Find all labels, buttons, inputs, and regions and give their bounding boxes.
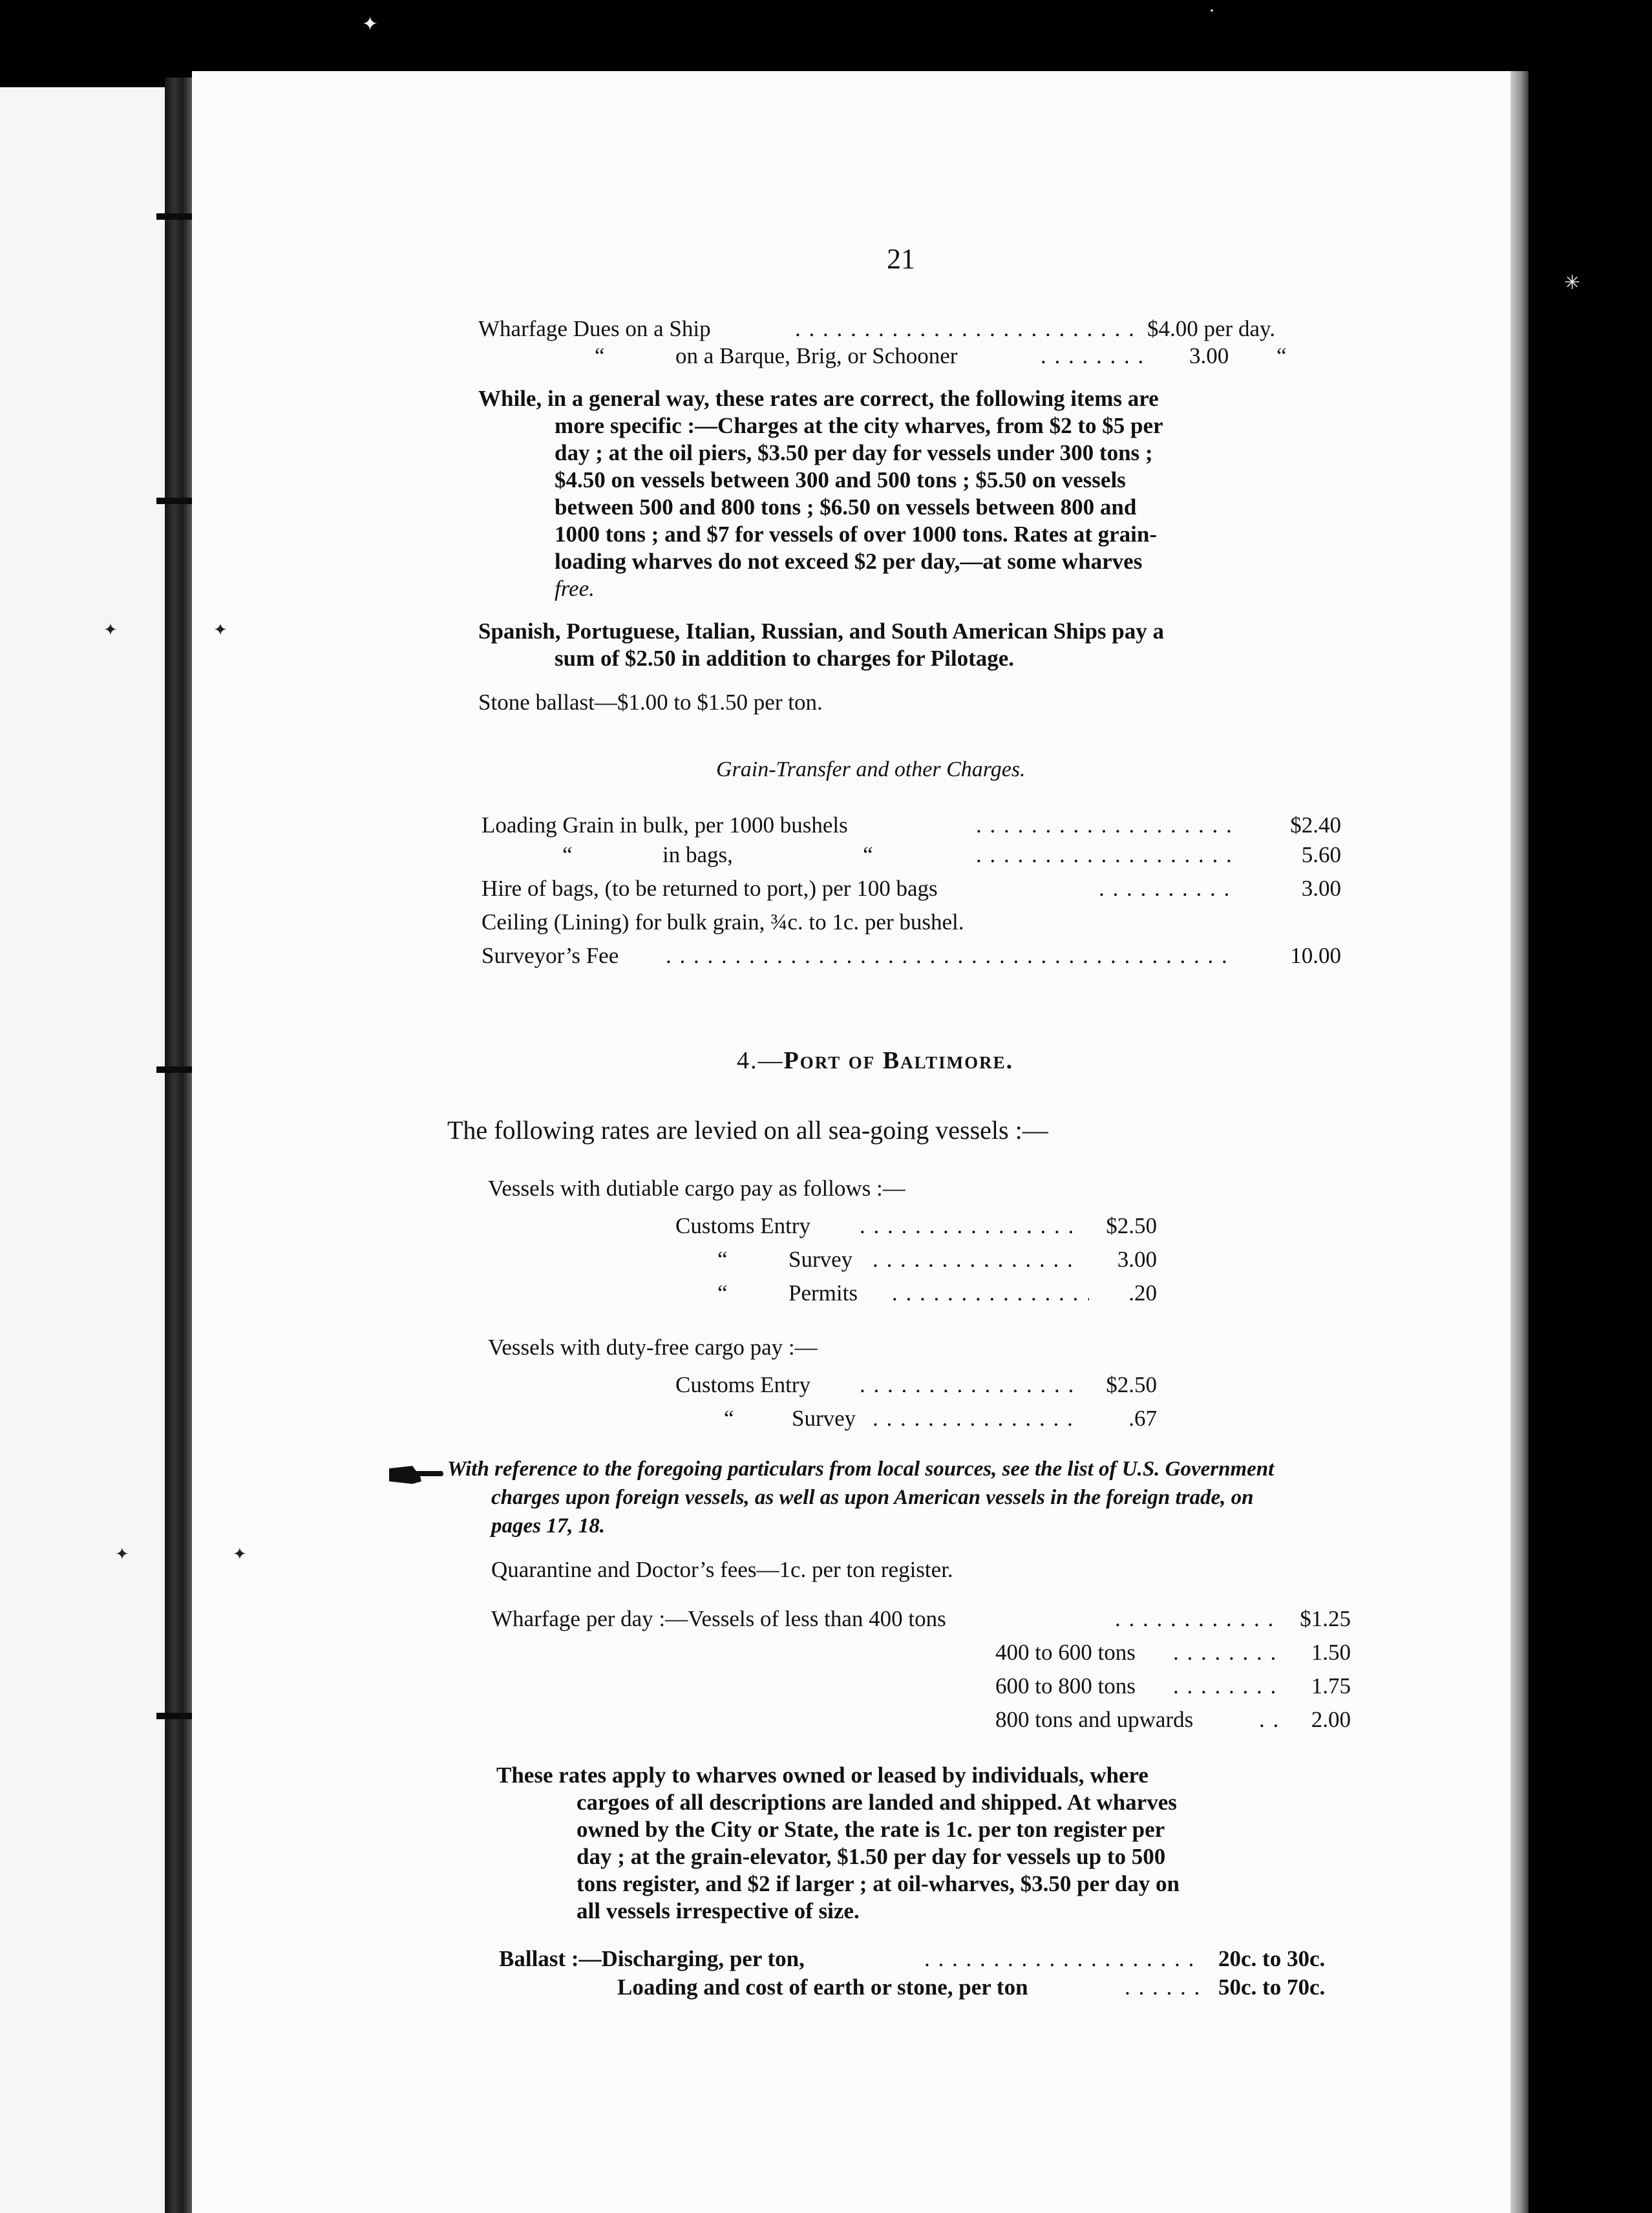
dot-leader <box>1041 343 1150 370</box>
grain-row-value: $2.40 <box>1290 812 1341 838</box>
barque-rate: 3.00 <box>1189 343 1229 368</box>
para-line: tons register, and $2 if larger ; at oil-wharves, $3.50 per day on <box>577 1871 1180 1896</box>
para-line: day ; at the grain-elevator, $1.50 per day for vessels up to 500 <box>577 1844 1166 1869</box>
fee-label: Survey <box>789 1247 853 1272</box>
para-line: 1000 tons ; and $7 for vessels of over 1000 tons. Rates at grain- <box>555 522 1157 547</box>
ditto-mark: “ <box>863 842 873 867</box>
baltimore-intro: The following rates are levied on all sea-going vessels :— <box>447 1116 1048 1145</box>
wharfage-value: $1.25 <box>1300 1606 1351 1631</box>
wharfage-label: Wharfage per day :—Vessels of less than 400 tons <box>491 1606 946 1631</box>
wharfage-value: 2.00 <box>1311 1707 1351 1732</box>
wharfage-tier-label: 800 tons and upwards <box>995 1707 1194 1732</box>
margin-mark: ✦ <box>115 1545 129 1563</box>
fee-value: $2.50 <box>1106 1372 1157 1397</box>
ditto-mark: “ <box>1276 343 1287 368</box>
barque-label: on a Barque, Brig, or Schooner <box>675 343 958 368</box>
para-line: more specific :—Charges at the city wharves, from $2 to $5 per <box>555 413 1163 438</box>
wharfage-value: 1.50 <box>1311 1640 1351 1665</box>
para-line: Spanish, Portuguese, Italian, Russian, and South American Ships pay a <box>478 619 1164 644</box>
scan-speck: · <box>1209 0 1215 21</box>
fee-label: Customs Entry <box>675 1213 811 1238</box>
fee-value: 3.00 <box>1117 1247 1157 1272</box>
margin-mark: ✦ <box>233 1545 247 1563</box>
grain-row-label: in bags, <box>662 842 733 867</box>
margin-mark: ✦ <box>213 620 228 639</box>
dutyfree-label: Vessels with duty-free cargo pay :— <box>488 1335 818 1360</box>
para-line: day ; at the oil piers, $3.50 per day for vessels under 300 tons ; <box>555 440 1153 465</box>
ditto-mark: “ <box>717 1280 728 1306</box>
fee-value: $2.50 <box>1106 1213 1157 1238</box>
margin-mark: ✦ <box>103 620 118 639</box>
dot-leader <box>795 315 1141 343</box>
para-line: loading wharves do not exceed $2 per day,—at some wharves <box>555 549 1143 574</box>
para-line: These rates apply to wharves owned or leased by individuals, where <box>496 1763 1149 1788</box>
note-line: pages 17, 18. <box>491 1514 605 1538</box>
dot-leader <box>860 1371 1083 1399</box>
ship-label: Wharfage Dues on a Ship <box>478 316 711 341</box>
note-line: With reference to the foregoing particulars from local sources, see the list of U.S. Government <box>447 1457 1275 1481</box>
dot-leader <box>873 1246 1083 1273</box>
fee-value: .20 <box>1128 1280 1157 1306</box>
wharfage-value: 1.75 <box>1311 1673 1351 1699</box>
fee-label: Permits <box>789 1280 858 1306</box>
page-edge <box>1510 71 1529 2213</box>
wharfage-tier-label: 400 to 600 tons <box>995 1640 1136 1665</box>
dot-leader <box>1099 875 1231 902</box>
pointing-hand-icon <box>387 1462 446 1488</box>
grain-section-title: Grain-Transfer and other Charges. <box>716 757 1026 781</box>
ship-rate: $4.00 per day. <box>1147 316 1275 341</box>
grain-row-label: Ceiling (Lining) for bulk grain, ¾c. to 1c. per bushel. <box>482 909 964 935</box>
dot-leader <box>873 1405 1083 1432</box>
dutiable-label: Vessels with dutiable cargo pay as follows :— <box>488 1176 905 1201</box>
ditto-mark: “ <box>724 1406 734 1431</box>
baltimore-heading <box>737 1047 1013 1074</box>
fee-label: Customs Entry <box>675 1372 811 1397</box>
scan-speck: ✳ <box>1564 272 1581 293</box>
grain-row-label: Surveyor’s Fee <box>482 943 619 968</box>
quarantine-fees: Quarantine and Doctor’s fees—1c. per ton register. <box>491 1557 953 1582</box>
stone-ballast: Stone ballast—$1.00 to $1.50 per ton. <box>478 690 823 715</box>
grain-row-label: Hire of bags, (to be returned to port,) per 100 bags <box>482 876 938 901</box>
wharfage-tier-label: 600 to 800 tons <box>995 1673 1136 1699</box>
para-line: cargoes of all descriptions are landed and shipped. At wharves <box>577 1790 1177 1815</box>
dot-leader <box>666 942 1231 969</box>
ballast-label: Ballast :—Discharging, per ton, <box>499 1946 805 1971</box>
para-line: $4.50 on vessels between 300 and 500 tons ; $5.50 on vessels <box>555 467 1126 492</box>
fee-value: .67 <box>1128 1406 1157 1431</box>
ballast-value: 20c. to 30c. <box>1218 1946 1326 1971</box>
book-spine <box>165 78 192 2213</box>
ballast-loading-label: Loading and cost of earth or stone, per ton <box>617 1975 1028 2000</box>
para-line: While, in a general way, these rates are correct, the following items are <box>478 386 1159 411</box>
grain-row-value: 10.00 <box>1290 943 1341 968</box>
left-page <box>0 87 165 2213</box>
scan-speck: ✦ <box>362 14 379 35</box>
ditto-mark: “ <box>595 343 605 368</box>
ballast-loading-value: 50c. to 70c. <box>1218 1975 1326 2000</box>
dot-leader <box>1115 1605 1276 1633</box>
heading-number: 4.— <box>737 1047 784 1074</box>
dot-leader <box>976 842 1231 869</box>
para-line: sum of $2.50 in addition to charges for Pilotage. <box>555 646 1015 671</box>
para-line: owned by the City or State, the rate is 1c. per ton register per <box>577 1817 1165 1842</box>
heading-title: Port of Baltimore. <box>783 1047 1014 1074</box>
note-line: charges upon foreign vessels, as well as upon American vessels in the foreign trade, on <box>491 1486 1254 1509</box>
para-line: free. <box>555 576 595 601</box>
fee-label: Survey <box>792 1406 856 1431</box>
dot-leader <box>860 1212 1083 1240</box>
ditto-mark: “ <box>562 842 573 867</box>
para-line: between 500 and 800 tons ; $6.50 on vessels between 800 and <box>555 494 1137 520</box>
grain-row-label: Loading Grain in bulk, per 1000 bushels <box>482 812 848 838</box>
para-line: all vessels irrespective of size. <box>577 1898 860 1923</box>
dot-leader <box>976 812 1231 839</box>
page-number: 21 <box>887 243 915 275</box>
grain-row-value: 5.60 <box>1301 842 1341 867</box>
dot-leader <box>1125 1974 1199 2001</box>
dot-leader <box>924 1945 1199 1973</box>
grain-row-value: 3.00 <box>1301 876 1341 901</box>
ditto-mark: “ <box>717 1247 728 1272</box>
